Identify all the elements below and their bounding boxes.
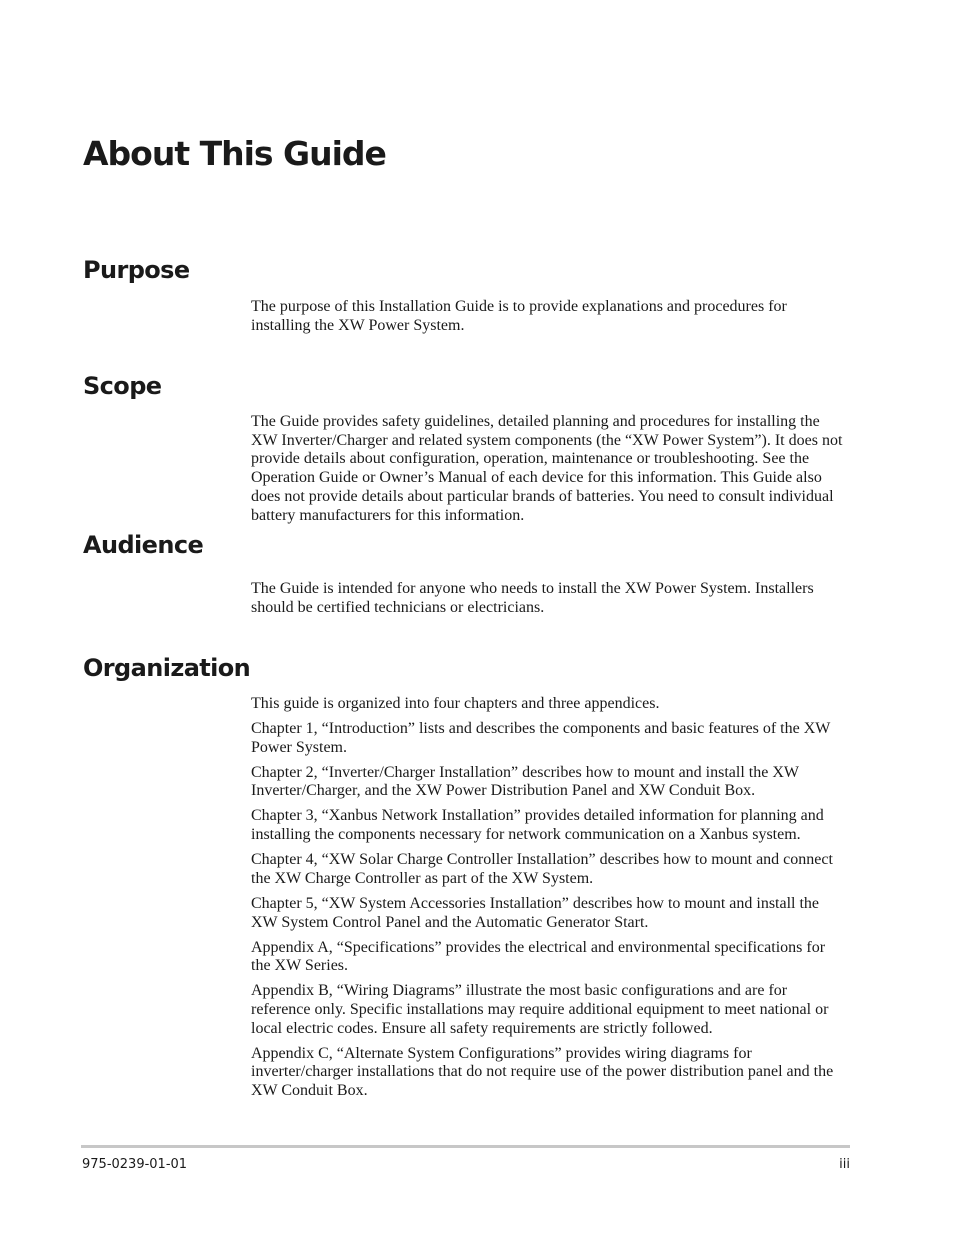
- organization-section-body: [251, 695, 843, 1107]
- chapter-2-description: Chapter 2, “Inverter/Charger Installation” describes how to mount and install the XW Inverter/Charger, and the XW Power Distribution Panel and XW Conduit Box.: [251, 763, 799, 800]
- chapter-3-description: Chapter 3, “Xanbus Network Installation” provides detailed information for planning and installing the components necessary for network communication on a Xanbus system.: [251, 807, 824, 844]
- page-title: About This Guide: [83, 134, 386, 173]
- footer-divider: [81, 1145, 850, 1148]
- audience-section-body: [251, 580, 843, 624]
- purpose-paragraph: The purpose of this Installation Guide is to provide explanations and procedures for installing the XW Power System.: [251, 298, 787, 334]
- scope-section-body: [251, 413, 843, 532]
- appendix-b-description: Appendix B, “Wiring Diagrams” illustrate the most basic configurations and are for reference only. Specific installations may require additional equipment to meet national or local electric codes. Ensure all safety requirements are strictly followed.: [251, 982, 829, 1037]
- scope-paragraph: The Guide provides safety guidelines, detailed planning and procedures for installing the XW Inverter/Charger and related system components (the “XW Power System”). It does not provide details about configuration, operation, maintenance or troubleshooting. See the Operation Guide or Owner’s Manual of each device for this information. This Guide also does not provide details about particular brands of batteries. You need to consult individual battery manufacturers for this information.: [251, 413, 843, 524]
- scope-heading: Scope: [83, 372, 162, 400]
- audience-paragraph: The Guide is intended for anyone who needs to install the XW Power System. Installers should be certified technicians or electricians.: [251, 580, 814, 616]
- chapter-5-description: Chapter 5, “XW System Accessories Installation” describes how to mount and install the XW System Control Panel and the Automatic Generator Start.: [251, 894, 820, 931]
- organization-intro-paragraph: This guide is organized into four chapters and three appendices.: [251, 695, 660, 712]
- document-number: 975-0239-01-01: [82, 1157, 188, 1172]
- purpose-section-body: [251, 298, 843, 342]
- chapter-1-description: Chapter 1, “Introduction” lists and describes the components and basic features of the XW Power System.: [251, 720, 831, 756]
- appendix-c-description: Appendix C, “Alternate System Configurations” provides wiring diagrams for inverter/charger installations that do not require use of the power distribution panel and the XW Conduit Box.: [251, 1044, 834, 1100]
- organization-heading: Organization: [83, 654, 251, 682]
- chapter-4-description: Chapter 4, “XW Solar Charge Controller Installation” describes how to mount and connect the XW Charge Controller as part of the XW System.: [251, 851, 833, 887]
- appendix-a-description: Appendix A, “Specifications” provides the electrical and environmental specifications for the XW Series.: [251, 938, 826, 975]
- purpose-heading: Purpose: [83, 256, 190, 284]
- page-number: iii: [839, 1157, 850, 1172]
- audience-heading: Audience: [83, 531, 204, 559]
